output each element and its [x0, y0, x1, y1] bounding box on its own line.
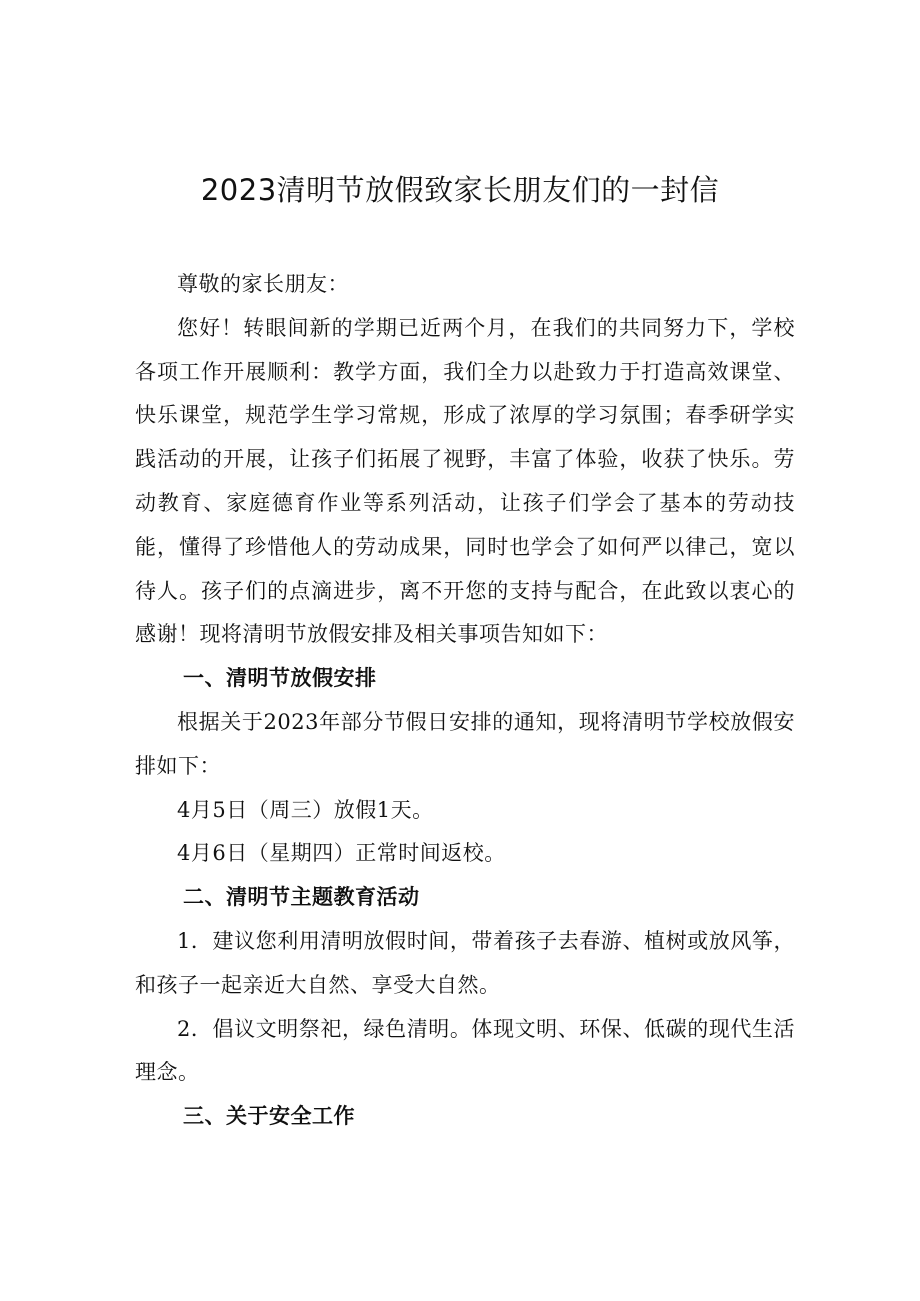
section-1-paragraph-3: 4月6日（星期四）正常时间返校。 — [177, 841, 506, 866]
section-1-paragraph-2: 4月5日（周三）放假1天。 — [177, 797, 434, 822]
document-title: 2023清明节放假致家长朋友们的一封信 — [200, 173, 720, 207]
section-2-heading: 二、清明节主题教育活动 — [183, 885, 420, 910]
section-1-paragraph-1: 根据关于2023年部分节假日安排的通知，现将清明节学校放假安排如下： — [135, 709, 795, 778]
section-2-paragraph-2: 2．倡议文明祭祀，绿色清明。体现文明、环保、低碳的现代生活理念。 — [135, 1016, 795, 1085]
section-1-heading: 一、清明节放假安排 — [183, 666, 377, 691]
intro-paragraph: 您好！转眼间新的学期已近两个月，在我们的共同努力下，学校各项工作开展顺利：教学方面，我们全力以赴致力于打造高效课堂、快乐课堂，规范学生学习常规，形成了浓厚的学习氛围；春季研学实践活动的开展，让孩子们拓展了视野，丰富了体验，收获了快乐。劳动教育、家庭德育作业等系列活动，让孩子们学会了基本的劳动技能，懂得了珍惜他人的劳动成果，同时也学会了如何严以律己，宽以待人。孩子们的点滴进步，离不开您的支持与配合，在此致以衷心的感谢！现将清明节放假安排及相关事项告知如下： — [135, 315, 795, 647]
greeting: 尊敬的家长朋友： — [177, 272, 349, 296]
letter-body — [135, 263, 795, 1139]
section-2-paragraph-1: 1．建议您利用清明放假时间，带着孩子去春游、植树或放风筝，和孩子一起亲近大自然、享受大自然。 — [135, 928, 795, 997]
section-3-heading: 三、关于安全工作 — [183, 1104, 355, 1129]
